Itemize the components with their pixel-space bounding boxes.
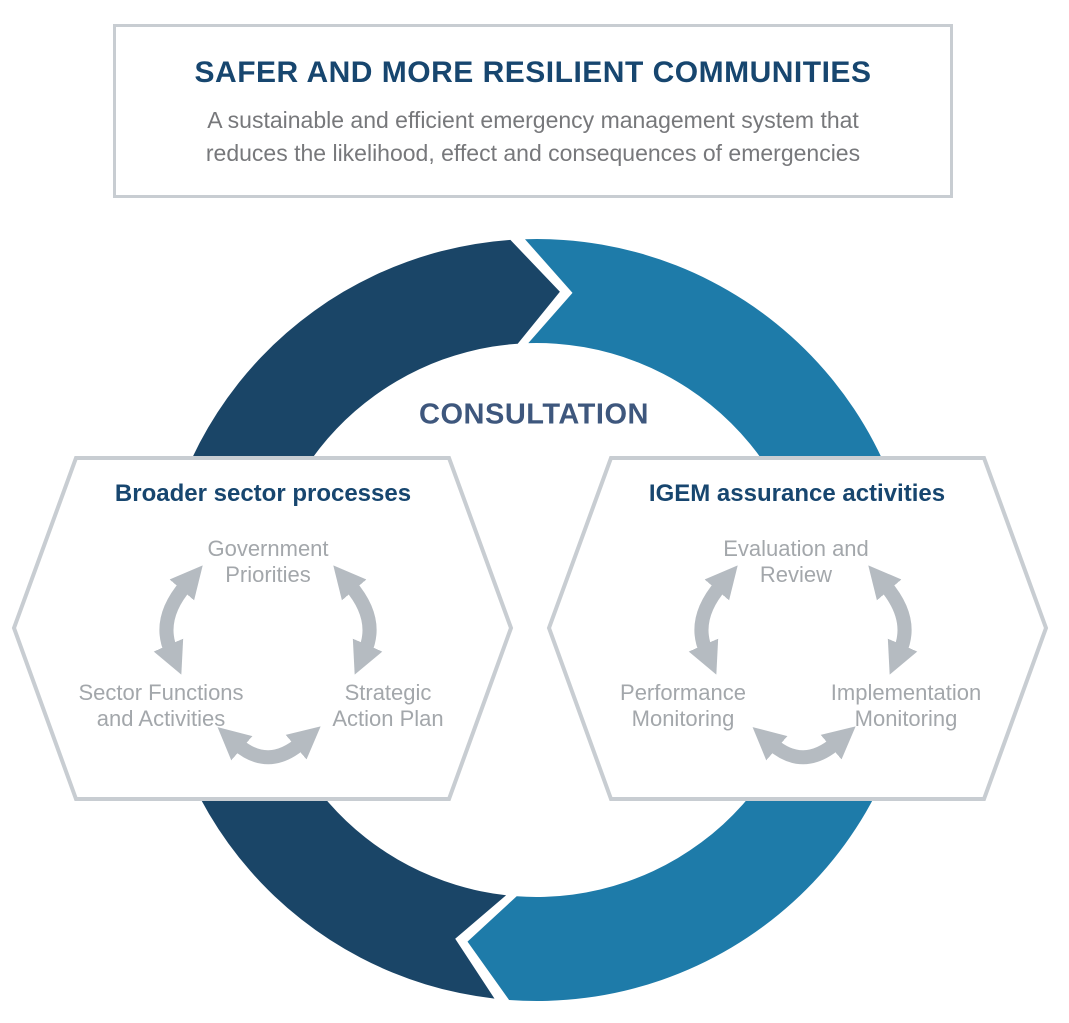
node-implementation-monitoring: Implementation Monitoring [830, 680, 982, 731]
node-strategic-action-plan: Strategic Action Plan [332, 680, 444, 731]
node-evaluation-review: Evaluation and Review [723, 536, 869, 587]
outcome-subtitle: A sustainable and efficient emergency management system that reduces the likelihood, effect and consequences of emergencies [205, 107, 861, 166]
hexagon-broader-sector [14, 458, 511, 799]
outcome-title: SAFER AND MORE RESILIENT COMMUNITIES [194, 56, 872, 89]
hexagon-title-igem-assurance: IGEM assurance activities [648, 480, 946, 507]
hexagon-igem-assurance [549, 458, 1046, 799]
hexagon-title-broader-sector: Broader sector processes [114, 480, 412, 507]
node-sector-functions: Sector Functions and Activities [78, 680, 244, 731]
node-performance-monitoring: Performance Monitoring [620, 680, 746, 731]
consultation-label: CONSULTATION [419, 398, 649, 431]
outcome-box [113, 24, 953, 198]
node-government-priorities: Government Priorities [207, 536, 329, 587]
